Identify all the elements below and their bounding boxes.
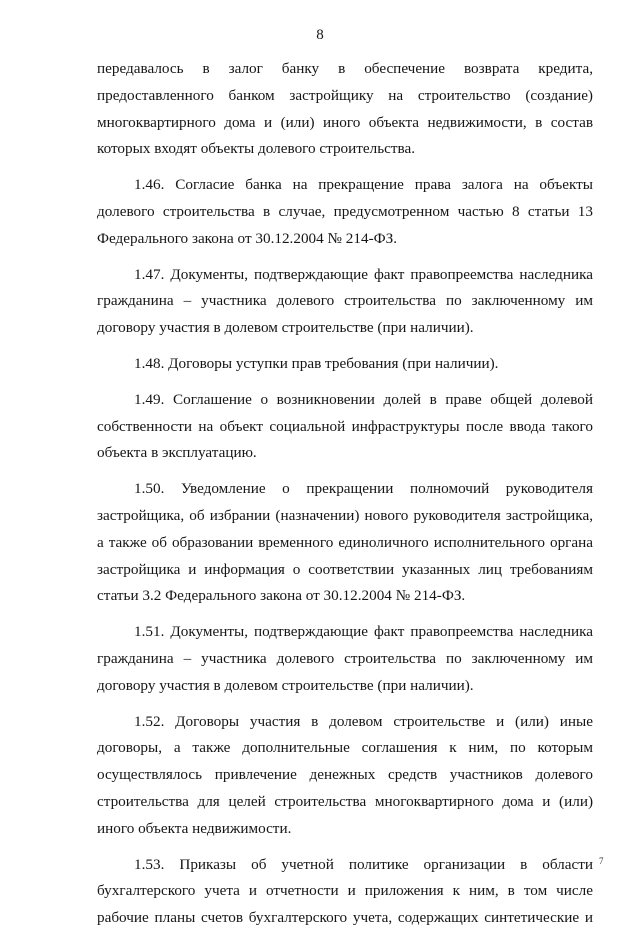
document-body [97,56,593,932]
paragraph-1-47: 1.47. Документы, подтверждающие факт правопреемства наследника гражданина – участника долевого строительства по заключенному им договору участия в долевом строительстве (при наличии). [97,265,593,337]
paragraph-1-51: 1.51. Документы, подтверждающие факт правопреемства наследника гражданина – участника долевого строительства по заключенному им договору участия в долевом строительстве (при наличии). [97,623,593,694]
page-number: 8 [316,27,324,43]
paragraph-1-50: 1.50. Уведомление о прекращении полномочий руководителя застройщика, об избрании (назначении) нового руководителя застройщика, а также об образовании временного единоличного исполнительного органа застройщика и информация о соответствии указанных лиц требованиям статьи 3.2 Федерального закона от 30.12.2004 № 214-ФЗ. [97,480,593,605]
paragraph-1-48: 1.48. Договоры уступки прав требования (при наличии). [134,354,499,372]
paragraph-1-46: 1.46. Согласие банка на прекращение права залога на объекты долевого строительства в случае, предусмотренном частью 8 статьи 13 Федерального закона от 30.12.2004 № 214-ФЗ. [97,176,593,247]
corner-mark: 7 [599,856,604,866]
paragraph-1-49: 1.49. Соглашение о возникновении долей в праве общей долевой собственности на объект социальной инфраструктуры после ввода такого объекта в эксплуатацию. [97,390,593,462]
paragraph-1-52: 1.52. Договоры участия в долевом строительстве и (или) иные договоры, а также дополнительные соглашения к ним, по которым осуществлялось привлечение денежных средств участников долевого строительства для целей строительства многоквартирного дома и (или) иного объекта недвижимости. [97,712,593,837]
paragraph-1-53: 1.53. Приказы об учетной политике организации в области бухгалтерского учета и отчетности и приложения к ним, в том числе рабочие планы счетов бухгалтерского учета, содержащих синтетические и [97,855,593,927]
paragraph-continuation: передавалось в залог банку в обеспечение возврата кредита, предоставленного банком застройщику на строительство (создание) многоквартирного дома и (или) иного объекта недвижимости, в состав которых входят объекты долевого строительства. [97,60,593,158]
